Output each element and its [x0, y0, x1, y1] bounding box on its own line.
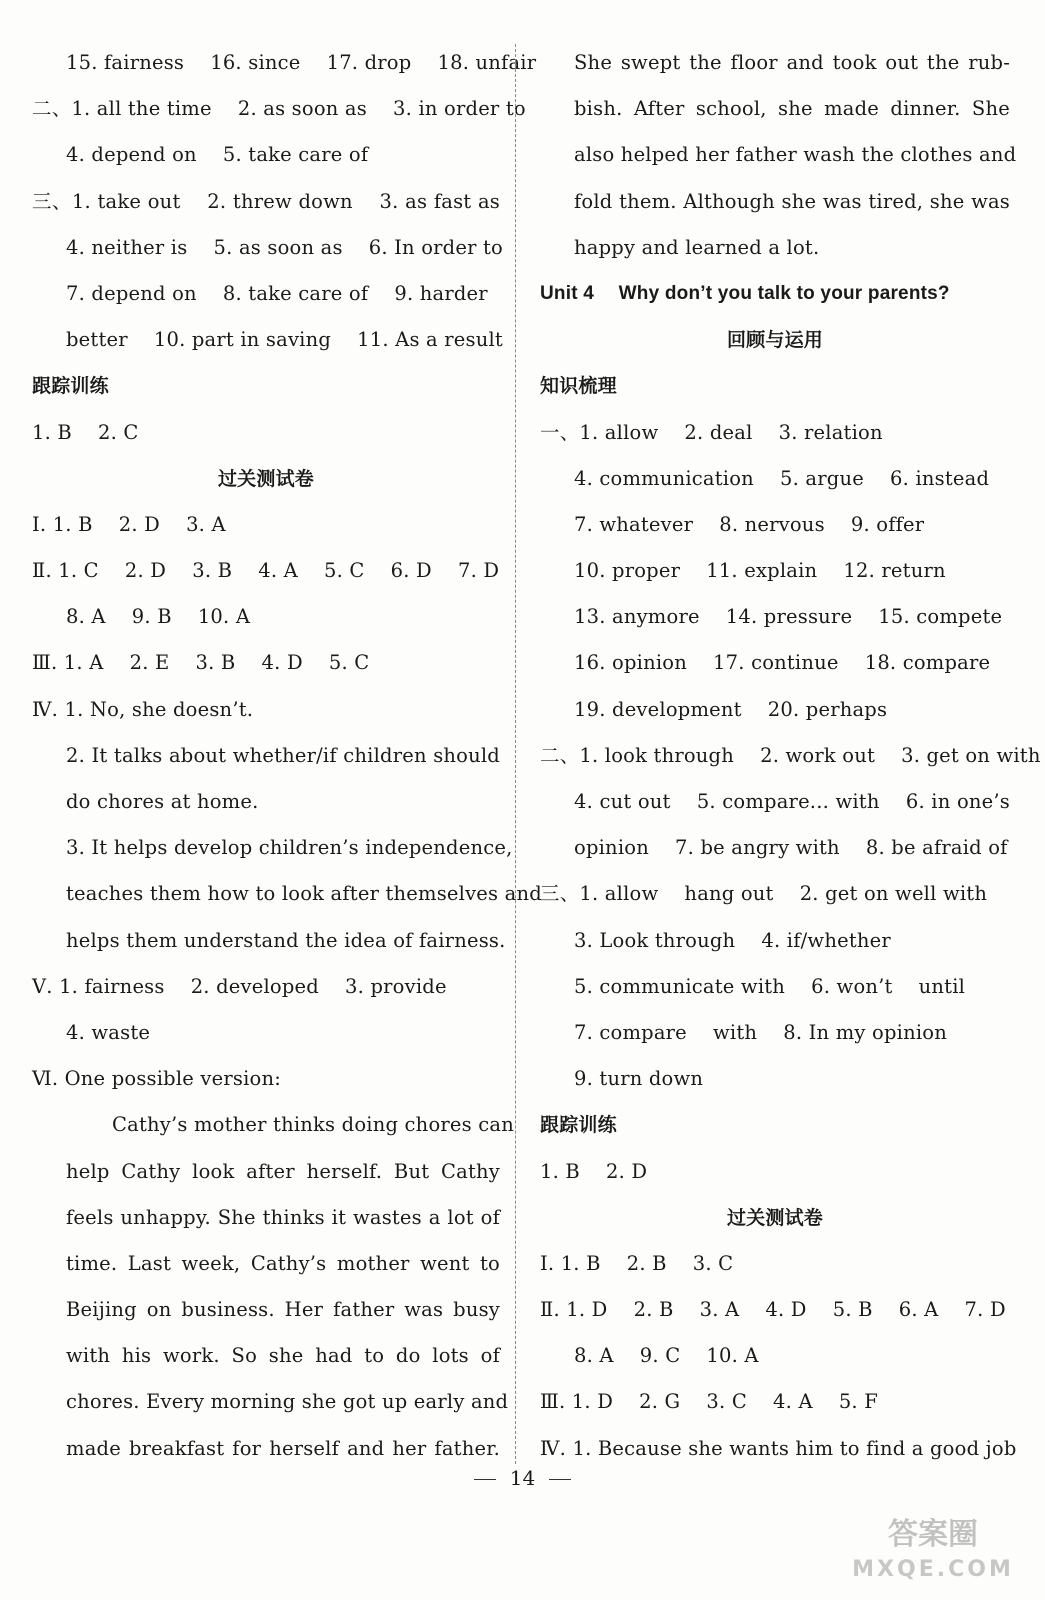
answer-line: feels unhappy. She thinks it wastes a lot of [66, 1205, 500, 1229]
answer-line: 1. B 2. D [540, 1159, 648, 1183]
answer-line: 二、1. all the time 2. as soon as 3. in order to [32, 97, 526, 121]
right-column [540, 40, 1041, 1472]
answer-line: better 10. part in saving 11. As a result [66, 328, 503, 352]
answer-line: 16. opinion 17. continue 18. compare [574, 651, 991, 675]
answer-line: fold them. Although she was tired, she was [574, 189, 1010, 213]
answer-line: 8. A 9. C 10. A [574, 1344, 759, 1368]
answer-line: 一、1. allow 2. deal 3. relation [540, 420, 883, 444]
watermark-main-text: 答案圈 [888, 1517, 978, 1552]
answer-line: She swept the floor and took out the rub- [574, 51, 1010, 74]
answer-line: 13. anymore 14. pressure 15. compete [574, 605, 1003, 629]
answer-line: 4. waste [66, 1020, 151, 1044]
answer-line: chores. Every morning she got up early and [66, 1390, 509, 1414]
answer-line: also helped her father wash the clothes and [574, 143, 1017, 167]
answer-line: 3. Look through 4. if/whether [574, 928, 891, 952]
answer-line: Ⅱ. 1. D 2. B 3. A 4. D 5. B 6. A 7. D [540, 1298, 1006, 1322]
answer-line: opinion 7. be angry with 8. be afraid of [574, 836, 1008, 860]
page-number [0, 1466, 1045, 1490]
answer-line: Ⅰ. 1. B 2. B 3. C [540, 1251, 734, 1275]
answer-line: 三、1. take out 2. threw down 3. as fast as [32, 189, 500, 213]
answer-line: help Cathy look after herself. But Cathy [66, 1159, 500, 1183]
answer-line: 7. whatever 8. nervous 9. offer [574, 512, 925, 536]
section-heading: 过关测试卷 [726, 1206, 823, 1229]
answer-line: 5. communicate with 6. won’t until [574, 974, 966, 998]
answer-line: 3. It helps develop children’s independence, [66, 836, 513, 860]
answer-line: 4. neither is 5. as soon as 6. In order to [66, 235, 503, 259]
answer-line: 7. depend on 8. take care of 9. harder [66, 281, 488, 305]
answer-line: 2. It talks about whether/if children should [66, 743, 500, 767]
answer-line: 15. fairness 16. since 17. drop 18. unfair [66, 51, 537, 74]
answer-line: 10. proper 11. explain 12. return [574, 559, 946, 583]
section-heading: Unit 4 Why don’t you talk to your parents? [540, 282, 950, 304]
answer-line: Ⅲ. 1. A 2. E 3. B 4. D 5. C [32, 651, 370, 675]
answer-line: Ⅳ. 1. Because she wants him to find a good job [540, 1436, 1017, 1460]
answer-line: 4. cut out 5. compare... with 6. in one’s [574, 790, 1010, 813]
answer-line: Ⅳ. 1. No, she doesn’t. [32, 697, 254, 721]
answer-line: 二、1. look through 2. work out 3. get on with [540, 743, 1041, 767]
column-divider [515, 44, 516, 1464]
section-heading: 过关测试卷 [217, 467, 314, 490]
answer-line: Ⅰ. 1. B 2. D 3. A [32, 512, 226, 536]
section-heading: 跟踪训练 [540, 1114, 617, 1137]
watermark-logo [843, 1506, 1023, 1586]
page-number-text: 14 [509, 1466, 536, 1490]
answer-line: made breakfast for herself and her father. [66, 1436, 500, 1460]
answer-line: Ⅲ. 1. D 2. G 3. C 4. A 5. F [540, 1390, 878, 1414]
answer-line: time. Last week, Cathy’s mother went to [66, 1251, 500, 1275]
section-heading: 回顾与运用 [726, 329, 823, 352]
answer-line: happy and learned a lot. [574, 235, 820, 259]
answer-line: 9. turn down [574, 1067, 704, 1091]
answer-line: helps them understand the idea of fairness. [66, 928, 506, 952]
answer-line: 1. B 2. C [32, 420, 139, 444]
section-heading: 跟踪训练 [32, 375, 109, 398]
answer-line: bish. After school, she made dinner. She [574, 97, 1010, 121]
answer-line: Ⅴ. 1. fairness 2. developed 3. provide [32, 974, 447, 998]
left-column [32, 40, 542, 1472]
answer-line: Beijing on business. Her father was busy [66, 1298, 500, 1322]
answer-line: 三、1. allow hang out 2. get on well with [540, 882, 988, 906]
answer-line: Ⅱ. 1. C 2. D 3. B 4. A 5. C 6. D 7. D [32, 559, 500, 583]
answer-line: 8. A 9. B 10. A [66, 605, 251, 629]
answer-line: with his work. So she had to do lots of [66, 1344, 500, 1368]
answer-line: Ⅵ. One possible version: [32, 1067, 282, 1091]
answer-line: 19. development 20. perhaps [574, 697, 888, 721]
answer-line: 4. depend on 5. take care of [66, 143, 369, 167]
answer-line: 4. communication 5. argue 6. instead [574, 466, 990, 490]
watermark-sub-text: MXQE.COM [852, 1557, 1014, 1582]
answer-line: teaches them how to look after themselves and [66, 882, 542, 906]
section-heading: 知识梳理 [540, 375, 617, 398]
answer-line: 7. compare with 8. In my opinion [574, 1020, 947, 1044]
answer-line: do chores at home. [66, 790, 259, 813]
answer-line: Cathy’s mother thinks doing chores can [112, 1113, 514, 1137]
